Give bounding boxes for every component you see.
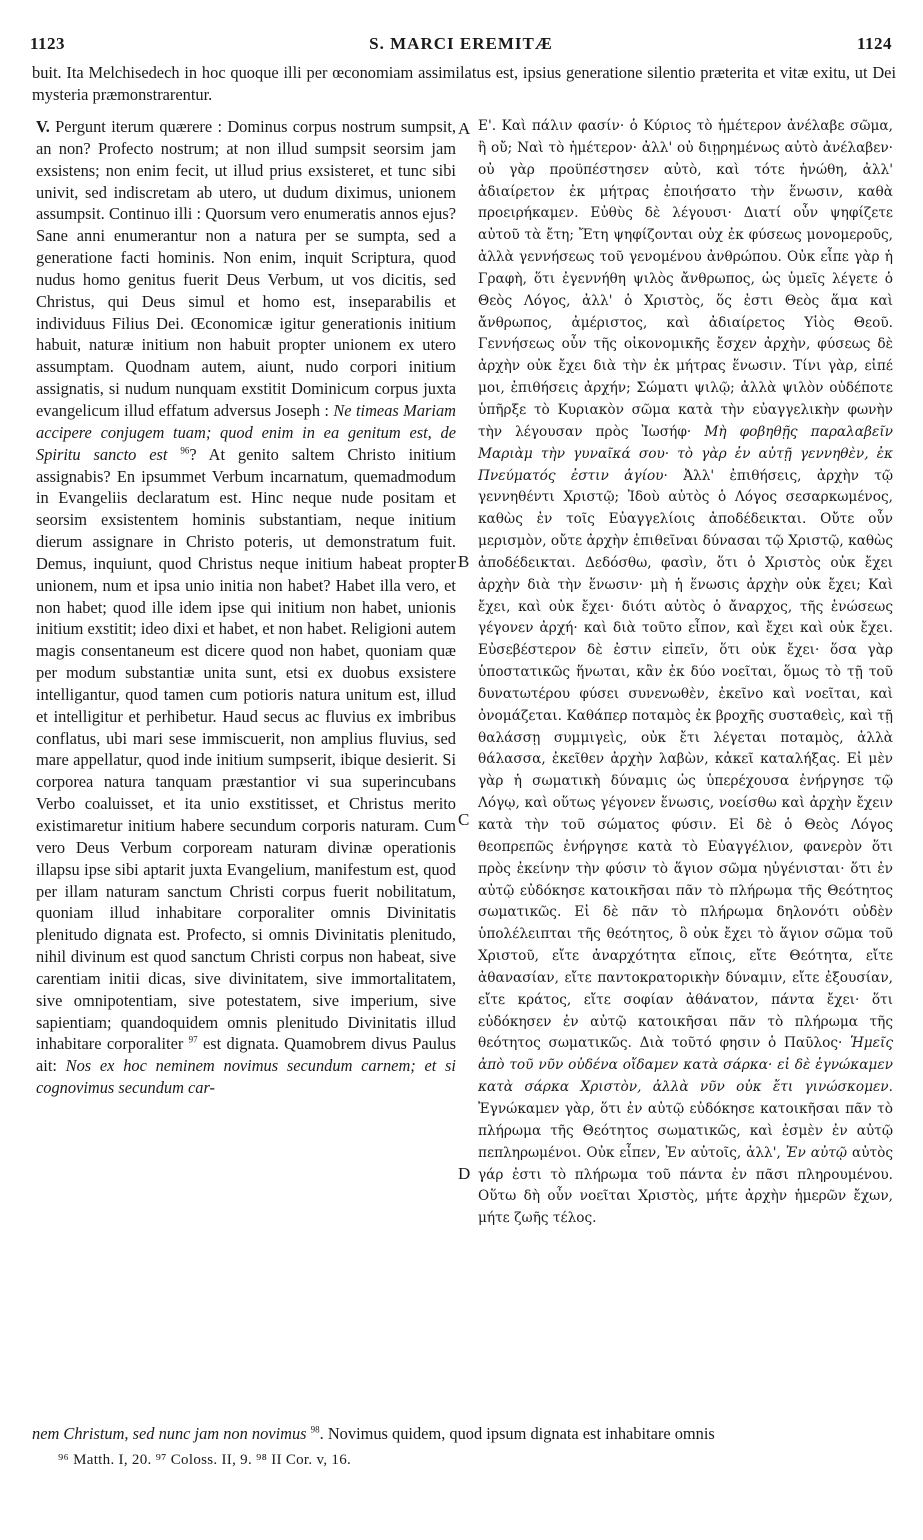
margin-marker-d: D — [458, 1164, 471, 1183]
closing-quote: nem Christum, sed nunc jam non novimus — [32, 1424, 307, 1443]
latin-text-1: Pergunt iterum quærere : Dominus corpus nostrum sumpsit, an non? Profecto nostrum; at non illud sumpsit seorsim jam exsistens; non enim fecit, ut illud prius exsisteret, et tunc sibi univit, sed indiscretam ab utero, ut dudum diximus, unionem assumpsit. Continuo illi : Quorsum vero enumeratis annos ejus? Sane anni enumerantur non a natura per se sumpta, sed a generatione facti hominis. Non enim, inquit Scriptura, quod nudus homo genitus fuerit Deus Verbum, ut vos dicitis, sed Christus, qui Deus simul et homo est, inseparabilis et individuus Filius Dei. Œconomicæ igitur generationis initium habuit, naturæ initium non habuit propter unionem ex utero assumptam. Quodnam autem, aiunt, nudo corpori initium assignatis, si nudum nunquam exstitit Dominicum corpus juxta evangelicum illud effatum adversus Joseph : — [36, 117, 456, 420]
latin-quote-corinthians: Nos ex hoc neminem novimus secundum carnem; et si cognovimus secundum car- — [36, 1056, 456, 1098]
intro-paragraph: buit. Ita Melchisedech in hoc quoque illi per œconomiam assimilatus est, ipsius generatione silentio præterita et vitæ exitu, ut Dei mysteria præmonstrarentur. — [32, 63, 896, 104]
greek-quote-matthew: Μὴ φοβηθῇς παραλαβεῖν Μαριὰμ τὴν γυναῖκά σου· τὸ γὰρ ἐν αὐτῇ γεννηθὲν, ἐκ Πνεύματός ἐστιν ἁγίου — [478, 423, 894, 484]
latin-quote-matthew: Ne timeas Mariam accipere conjugem tuam; quod enim in ea genitum est, de Spiritu sancto est — [36, 400, 456, 464]
margin-marker-c: C — [458, 810, 470, 829]
greek-text-2: · Ἀλλ' ἐπιθήσεις, ἀρχὴν τῷ γεννηθέντι Χριστῷ; Ἰδοὺ αὐτὸς ὁ Λόγος σεσαρκωμένος, καθὼς ἐν τοῖς Εὐαγγελίοις ἀποδέδεικται. Οὔτε οὖν μερισμὸν, οὔτε ἀρχὴν ἐπιθεῖναι δύνασαι τῷ Χριστῷ, καθὼς ἀποδέδεικται. Δεδόσθω, φασὶν, ὅτι ὁ Χριστὸς οὐκ ἔχει ἀρχὴν διὰ τὴν ἕνωσιν· μὴ ἡ ἕνωσις ἀρχὴν οὐκ ἔχει; Καὶ ἔχει, καὶ οὐκ ἔχει· διότι αὐτὸς ὁ ἄναρχος, τῆς ἑνώσεως γέγονεν ἀρχή· καὶ διὰ τοῦτο εἶπον, καὶ ἔχει καὶ οὐκ ἔχει. Εὐσεβέστερον δὲ ἐστιν εἰπεῖν, ὅτι οὐκ ἔχει· ὅσα γὰρ ὑποστατικῶς ἥνωται, κἂν ἐκ δύο νοεῖται, ὅμως τὸ τῇ τοῦ δυνατωτέρου φύσει συνενωθὲν, ἐκεῖνο καὶ νοεῖται, καὶ ὀνομάζεται. Καθάπερ ποταμὸς ἐκ βροχῆς συσταθεὶς, καὶ τῇ θαλάσσῃ συμμιγεὶς, οὐκ ἔτι λέγεται ποταμὸς, ἀλλὰ θάλασσα, ἐκεῖθεν ἀρχὴν λαβὼν, κἀκεῖ καταλήξας. Εἰ μὲν γὰρ ἡ σωματικὴ δύναμις ὡς ὑπερέχουσα ἐνήργησε τῷ Λόγῳ, καὶ οὕτως γέγονεν ἕνωσις, νοείσθω καὶ ἀρχὴν ἔχειν κατὰ τὴν τοῦ σώματος φύσιν. Εἰ δὲ ὁ Θεὸς Λόγος θεοπρεπῶς ἐνήργησε κατὰ τὸ Εὐαγγέλιον, φανερὸν ὅτι πρὸς ἐκείνην τὴν φύσιν τὸ ἅγιον σῶμα ηὐγένισται· ὅτι ἐν αὐτῷ εὐδόκησε κατοικῆσαι πᾶν τὸ πλήρωμα τῆς Θεότητος σωματικῶς. Εἰ δὲ πᾶν τὸ πλήρωμα δηλονότι οὐδὲν ὑπολέλειπται τῆς θεότητος, ὃ οὐκ ἔχει τὸ ἅγιον σῶμα τοῦ Χριστοῦ, εἴτε ἀναρχότητα εἴποις, εἴτε Θεότητα, εἴτε ἀθανασίαν, εἴτε παντοκρατορικὴν δύναμιν, εἴτε ἐξουσίαν, εἴτε κράτος, εἴτε σοφίαν ἀθάνατον, πάντα ἔχει· ὅτι εὐδόκησεν ἐν αὐτῷ κατοικῆσαι πᾶν τὸ πλήρωμα τῆς θεότητος σωματικῶς. Διὰ τοῦτό φησιν ὁ Παῦλος· — [478, 467, 893, 1052]
greek-section-number: Ε'. — [478, 118, 497, 134]
greek-text-4: αὐτὸς γάρ ἐστι τὸ πλήρωμα τοῦ πάντα ἐν πᾶσι πληρουμένου. Οὕτω δὴ οὖν νοεῖται Χριστὸς, μήτε ἀρχὴν ἡμερῶν ἔχων, μήτε ζωῆς τέλος. — [478, 1144, 893, 1227]
greek-quote-en-auto: Ἐν αὐτῷ — [785, 1144, 848, 1161]
closing-text: . Novimus quidem, quod ipsum dignata est inhabitare omnis — [319, 1424, 715, 1443]
latin-column — [36, 116, 456, 1099]
footnotes: ⁹⁶ Matth. I, 20. ⁹⁷ Coloss. II, 9. ⁹⁸ II Cor. v, 16. — [58, 1452, 352, 1468]
closing-line — [32, 1423, 896, 1445]
footnote-ref-97: 97 — [188, 1034, 198, 1045]
running-title: S. MARCI EREMITÆ — [369, 34, 553, 53]
page-header — [30, 34, 892, 58]
greek-text-1: Καὶ πάλιν φασίν· ὁ Κύριος τὸ ἡμέτερον ἀνέλαβε σῶμα, ἢ οὔ; Ναὶ τὸ ἡμέτερον· ἀλλ' οὐ διῃρημένως αὐτὸ ἀνέλαβεν· οὐ γὰρ προϋπέστησεν αὐτὸ, καὶ τότε ἡνώθη, ἀλλ' ἀδιαίρετον ἐκ μήτρας ἐποιήσατο τὴν ἕνωσιν, καθὰ προειρήκαμεν. Εὐθὺς δὲ λέγουσι· Διατί οὖν ψηφίζετε αὐτοῦ τὰ ἔτη; Ἔτη ψηφίζονται οὐχ ἐκ φύσεως μονομεροῦς, ἀλλὰ γεννήσεως τοῦ γενομένου ἀνθρώπου. Οὐκ εἶπε γὰρ ἡ Γραφὴ, ὅτι ἐγεννήθη ψιλὸς ἄνθρωπος, ὡς ὑμεῖς λέγετε ὁ Θεὸς Λόγος, ἀλλ' ὁ Χριστὸς, ὅς ἐστι Θεὸς ἅμα καὶ ἄνθρωπος, ἀμέριστος, καὶ ἀδιαίρετος Υἱὸς Θεοῦ. Γεννήσεως οὖν τῆς οἰκονομικῆς ἔσχεν ἀρχὴν, φύσεως δὲ ἀρχὴν οὐκ ἔχει διὰ τὴν ἐκ μήτρας ἕνωσιν. Τίνι γὰρ, εἰπέ μοι, ἐπιθήσεις ἀρχήν; Σώματι ψιλῷ; ἀλλὰ ψιλὸν οὐδέποτε ὑπῆρξε τὸ Κυριακὸν σῶμα κατὰ τὴν εὐαγγελικὴν φωνὴν τὴν λέγουσαν πρὸς Ἰωσήφ· — [478, 118, 893, 440]
greek-column — [478, 116, 893, 1230]
latin-section-number: V. — [36, 117, 50, 136]
latin-text-2: ? At genito saltem Christo initium assignabis? En ipsummet Verbum incarnatum, quemadmodum in Evangeliis declaratum est. Hinc neque nude positam et seorsim exsistentem hominis substantiam, neque initium dierum assignare in Christo poteris, ut demonstratum fuit. Demus, inquiunt, quod Christus neque initium habeat propter unionem, num et ipsa unio initia non habet? Habet illa vero, et non habet; quod ille idem ipse qui initium non habet, unionis initium exstitit; ideo dixi et habet, et non habet. Religioni autem magis consentaneum est dicere quod non habet, quoniam quæ per modum substantiæ unita sunt, etsi ex duobus exsistere intelligantur, quod tamen cum potioris natura unitum est, illud et intelligitur et perhibetur. Haud secus ac fluvius ex imbribus conflatus, ubi mari sese immiscuerit, non amplius fluvius, sed mare appellatur, quod inde initium sumpserit, ibique desierit. Si corporea natura tanquam præstantior vi sua superincubans Verbo coaluisset, et ita unio exstitisset, et Christus merito existimaretur initium habere secundum corporis naturam. Cum vero Deus Verbum corpoream naturam divinæ operationis illapsu ipse sibi aptarit juxta Evangelium, manifestum est, quod per illam naturam sanctum Christi corpus fuerit nobilitatum, quoniam illud inhabitare corporaliter omnis Divinitatis plenitudo dignata est. Profecto, si omnis Divinitatis plenitudo, nihil divinum est quod sanctum Christi corpus non habeat, sive carentiam initii dicas, sive divinitatem, sive immortalitatem, sive omnipotentiam, sive potestatem, sive imperium, sive sapientiam; quandoquidem omnis plenitudo Divinitatis illud inhabitare corporaliter — [36, 444, 456, 1054]
greek-text-3: . Ἐγνώκαμεν γὰρ, ὅτι ἐν αὐτῷ εὐδόκησε κατοικῆσαι πᾶν τὸ πλήρωμα τῆς Θεότητος σωματικῶς, καὶ ἐσμὲν ἐν αὐτῷ πεπληρωμένοι. Οὐκ εἶπεν, Ἐν αὐτοῖς, ἀλλ', — [478, 1079, 893, 1161]
page-number-left: 1123 — [30, 34, 66, 53]
latin-text-3: est dignata. Quamobrem divus Paulus ait: — [36, 1034, 456, 1076]
margin-marker-b: B — [458, 552, 470, 571]
page-number-right: 1124 — [856, 34, 892, 53]
footnote-ref-96: 96 — [180, 445, 190, 456]
footnote-ref-98: 98 — [310, 1424, 320, 1435]
greek-quote-corinthians: Ἡμεῖς ἀπὸ τοῦ νῦν οὐδένα οἴδαμεν κατὰ σάρκα· εἰ δὲ ἐγνώκαμεν κατὰ σάρκα Χριστὸν, ἀλλὰ νῦν οὐκ ἔτι γινώσκομεν — [478, 1035, 893, 1096]
margin-marker-a: A — [458, 119, 471, 138]
